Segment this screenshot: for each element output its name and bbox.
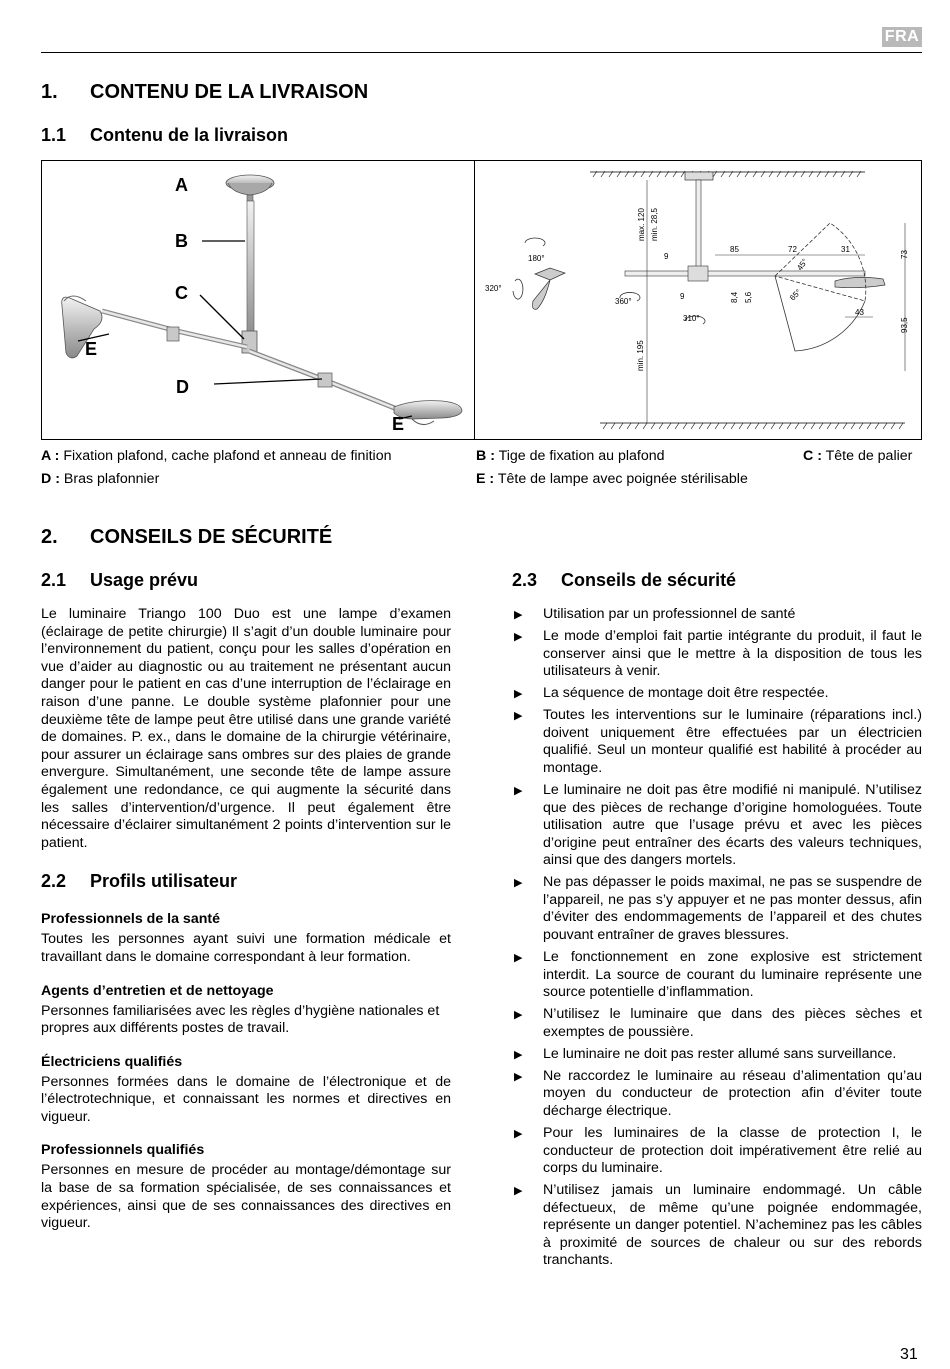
lamp-illustration (42, 161, 473, 439)
page-number: 31 (900, 1346, 918, 1363)
user-profile-title: Agents d’entretien et de nettoyage (41, 982, 274, 999)
bullet-arrow-icon: ▶ (514, 952, 523, 965)
bullet-arrow-icon: ▶ (514, 1185, 523, 1198)
dimension-label: 85 (730, 245, 739, 254)
section-title: CONTENU DE LA LIVRAISON (90, 81, 369, 103)
user-profile-group (41, 983, 451, 1038)
section-1-heading (41, 81, 368, 104)
legend-b (476, 448, 665, 464)
user-profile-title: Électriciens qualifiés (41, 1053, 183, 1070)
dimension-label: 9 (664, 252, 669, 261)
safety-item: ▶ Toutes les interventions sur le luminaire (réparations incl.) doivent uniquement être effectuées par un électricien qualifié. Seul un monteur qualifié est habilité à procéder au montage. (514, 707, 922, 776)
section-title: Contenu de la livraison (90, 125, 289, 145)
dimension-label: min. 195 (636, 340, 645, 371)
dimension-label: 8,4 (730, 291, 739, 303)
bullet-arrow-icon: ▶ (514, 1009, 523, 1022)
section-2-3-heading (512, 570, 922, 591)
dimension-label: 45° (795, 257, 810, 273)
bullet-arrow-icon: ▶ (514, 877, 523, 890)
dimension-label: 310° (683, 314, 700, 323)
legend-key: B : (476, 448, 495, 464)
dimension-label: 31 (841, 245, 850, 254)
user-profile-group (41, 1054, 451, 1127)
legend-c (803, 448, 912, 464)
callout-label: E (392, 414, 405, 434)
legend-text: Tête de palier (825, 448, 913, 464)
legend-key: D : (41, 471, 60, 487)
bullet-arrow-icon: ▶ (514, 784, 523, 797)
safety-item: ▶ Utilisation par un professionnel de santé (512, 606, 922, 624)
section-number: 2.2 (41, 871, 67, 892)
right-column (512, 570, 922, 1274)
legend-key: E : (476, 471, 495, 487)
dimension-drawing (475, 161, 921, 439)
user-profile-title: Professionnels qualifiés (41, 1142, 205, 1159)
bullet-arrow-icon: ▶ (514, 609, 523, 621)
legend-e (476, 471, 748, 487)
section-number: 1.1 (41, 125, 67, 145)
section-number: 2. (41, 526, 58, 548)
dimension-label: 9 (680, 292, 685, 301)
safety-item: ▶ N’utilisez jamais un luminaire endommagé. Un câble défectueux, de même qu’une poignée endommagée, représente un danger potentiel. N’acheminez pas les câbles à proximité de sources de chaleur ou sur des rebords tranchants. (514, 1182, 922, 1269)
user-profile-text: Personnes familiarisées avec les règles d’hygiène nationales et propres aux différents postes de travail. (41, 1002, 440, 1037)
safety-item: ▶ La séquence de montage doit être respectée. (512, 685, 922, 703)
legend-text: Tige de fixation au plafond (498, 448, 665, 464)
callout-label: D (176, 377, 189, 397)
section-number: 2.1 (41, 570, 67, 590)
floor-hatch (603, 423, 903, 429)
callout-label: A (175, 175, 188, 195)
bullet-arrow-icon: ▶ (514, 688, 523, 701)
intended-use-paragraph: Le luminaire Triango 100 Duo est une lampe d’examen (éclairage de petite chirurgie) Il s’agit d’un double luminaire pour l’environnement du patient, conçu pour les salles d’opération en vue d’aider au diagnostic ou au traitement ne présentant aucun danger pour le patient en cas d’une interruption de l’éclairage en raison d’une panne. Le double système plafonnier pour une deuxième tête de lampe peut être utilisé dans une grande variété de domaines. P. ex., dans le domaine de la chirurgie vétérinaire, pour assurer un éclairage sans ombres sur des plaies de grande envergure. Simultanément, une seconde tête de lampe assure également une redondance, ce qui augmente la sécurité dans les salles d’intervention/d’urgence. Il peut également être nécessaire d’éclairer simultanément 2 points d’intervention sur le patient. (41, 606, 451, 851)
dimension-label: 93,5 (900, 317, 909, 333)
dimension-label: 43 (855, 308, 864, 317)
dimension-label: 360° (615, 297, 632, 306)
section-2-heading (41, 526, 332, 549)
safety-list (512, 606, 922, 1270)
callout-label: E (85, 339, 98, 359)
safety-item: ▶ Ne pas dépasser le poids maximal, ne pas se suspendre de l’appareil, ne pas s’y appuyer et ne pas monter dessus, afin d’éviter des endommagements de l’appareil et des chutes pouvant entraîner de graves blessures. (514, 874, 922, 944)
user-profile-text: Toutes les personnes ayant suivi une formation médicale et travaillant dans le domaine correspondant à leur formation. (41, 931, 451, 965)
section-number: 2.3 (512, 570, 538, 590)
bullet-arrow-icon: ▶ (514, 630, 523, 643)
dimension-label: min. 28,5 (650, 208, 659, 241)
user-profile-title: Professionnels de la santé (41, 911, 220, 928)
ceiling-tube (247, 201, 254, 341)
user-profile-text: Personnes en mesure de procéder au montage/démontage sur la base de sa formation spécialisée, de ses connaissances et expériences, ainsi que de ses connaissances des directives en vigueur. (41, 1162, 451, 1232)
legend-key: C : (803, 448, 822, 464)
bullet-arrow-icon: ▶ (514, 710, 523, 723)
dimension-label: 72 (788, 245, 797, 254)
dimension-label: 65° (788, 287, 803, 303)
safety-item: ▶ Le luminaire ne doit pas être modifié ni manipulé. N’utilisez que des pièces de rechange d’origine homologuées. Toute utilisation autre que l’usage prévu et avec les pièces d’origine peut entraîner des écarts des valeurs techniques, ainsi que des dangers mortels. (514, 781, 922, 869)
safety-item: ▶ N’utilisez le luminaire que dans des pièces sèches et exemptes de poussière. (514, 1006, 922, 1040)
legend-text: Tête de lampe avec poignée stérilisable (497, 471, 748, 487)
safety-item: ▶ Pour les luminaires de la classe de protection I, le conducteur de protection doit impérativement être relié au corps du luminaire. (514, 1124, 922, 1177)
section-title: CONSEILS DE SÉCURITÉ (90, 526, 333, 548)
safety-item: ▶ Le luminaire ne doit pas rester allumé sans surveillance. (512, 1046, 922, 1064)
section-2-1-heading (41, 570, 451, 591)
safety-item: ▶ Le mode d’emploi fait partie intégrante du produit, il faut le conserver ainsi que le mettre à la disposition de tous les utilisateurs à venir. (514, 627, 922, 680)
section-2-2-heading (41, 871, 451, 892)
legend-text: Bras plafonnier (63, 471, 160, 487)
section-number: 1. (41, 81, 58, 103)
dimension-label: 180° (528, 254, 545, 263)
section-title: Conseils de sécurité (561, 570, 737, 590)
right-lamp-head (394, 401, 462, 419)
dimension-label: 320° (485, 284, 502, 293)
safety-item: ▶ Ne raccordez le luminaire au réseau d’alimentation qu’au moyen du conducteur de protection afin d’éviter toute décharge électrique. (514, 1067, 922, 1119)
legend-a (41, 448, 391, 464)
dimension-label: 73 (900, 250, 909, 259)
legend-d (41, 471, 159, 487)
callout-label: C (175, 283, 188, 303)
dimension-label: 5,6 (744, 291, 753, 303)
user-profile-group (41, 1142, 451, 1232)
header-rule (41, 52, 922, 53)
section-title: Profils utilisateur (90, 871, 238, 892)
legend-key: A : (41, 448, 60, 464)
safety-item: ▶ Le fonctionnement en zone explosive est strictement interdit. La source de courant du luminaire représente une source potentielle d’inflammation. (514, 949, 922, 1001)
bullet-arrow-icon: ▶ (514, 1070, 523, 1083)
dimension-label: max. 120 (637, 208, 646, 241)
section-title: Usage prévu (90, 570, 199, 590)
user-profile-group (41, 911, 451, 966)
legend-text: Fixation plafond, cache plafond et anneau de finition (63, 448, 392, 464)
bullet-arrow-icon: ▶ (514, 1127, 523, 1140)
bullet-arrow-icon: ▶ (514, 1048, 523, 1061)
left-column (41, 570, 451, 1233)
user-profile-text: Personnes formées dans le domaine de l’électronique et de l’électrotechnique, et connaissant les normes et directives en vigueur. (41, 1073, 451, 1125)
section-1-1-heading (41, 125, 288, 146)
language-tag: FRA (882, 27, 922, 47)
callout-label: B (175, 231, 188, 251)
